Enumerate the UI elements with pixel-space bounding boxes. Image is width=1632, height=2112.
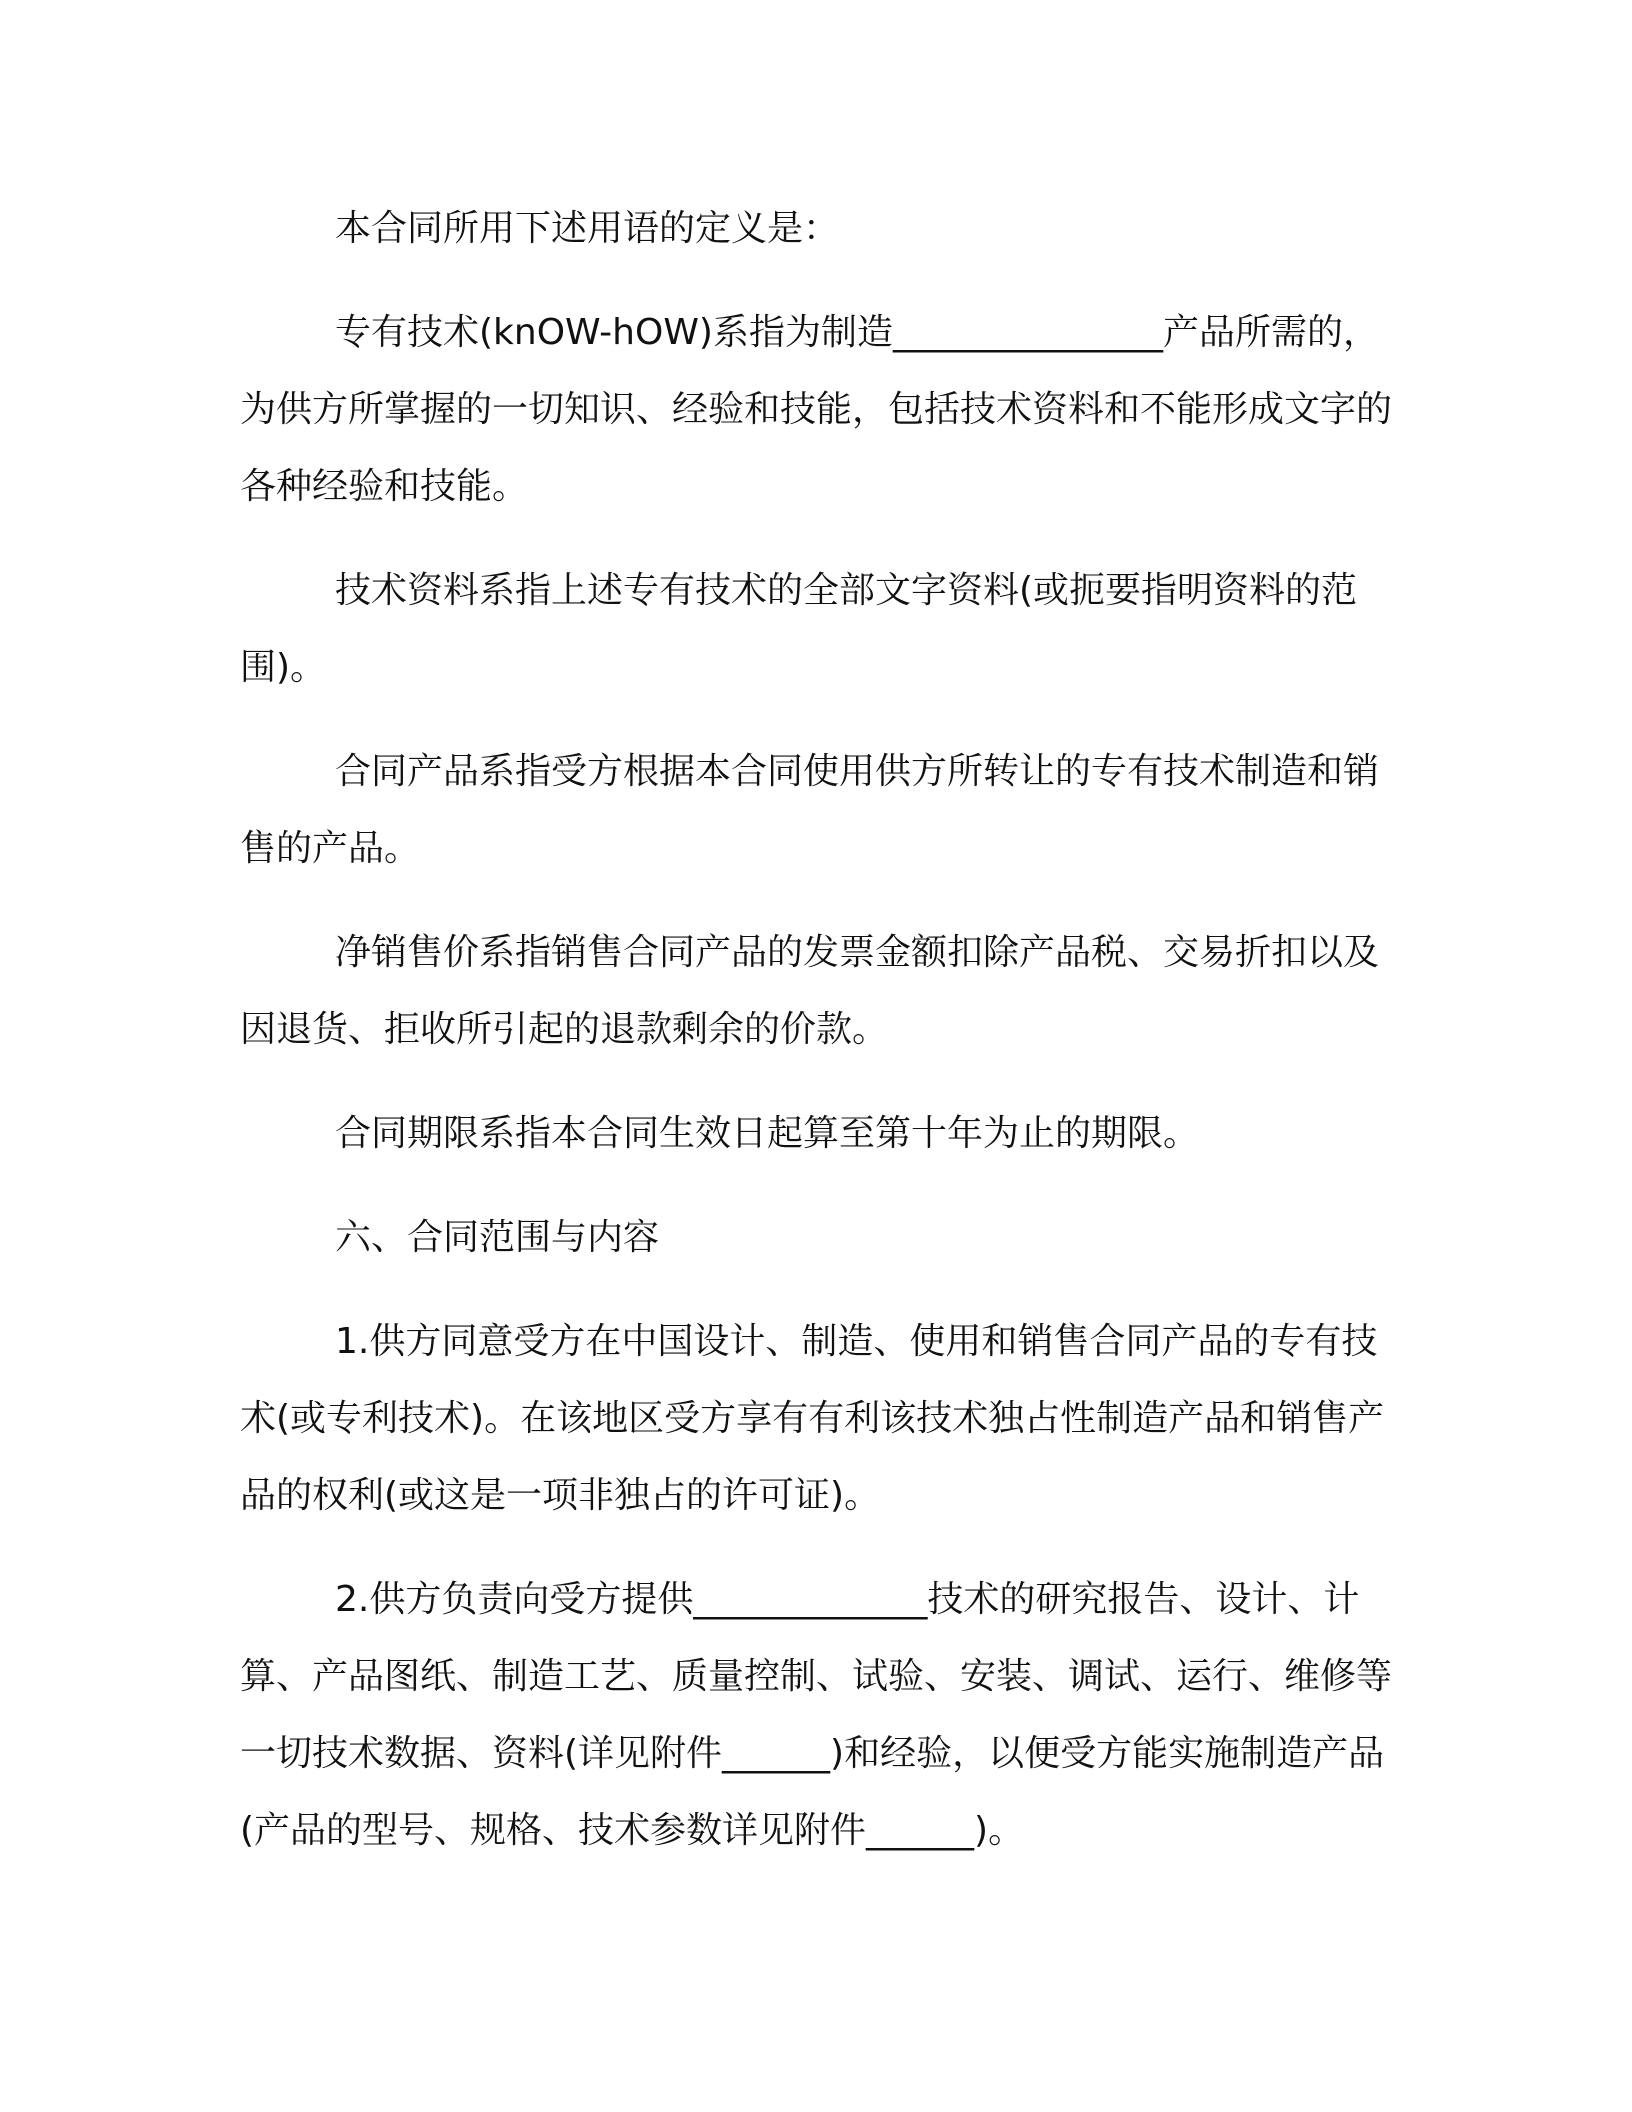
contract-term-definition: 合同期限系指本合同生效日起算至第十年为止的期限。 [335, 1113, 1200, 1154]
know-how-definition: 专有技术(knOW-hOW)系指为制造_______________产品所需的，为供方所掌握的一切知识、经验和技能，包括技术资料和不能形成文字的各种经验和技能。 [240, 312, 1393, 507]
clause-2: 2.供方负责向受方提供_____________技术的研究报告、设计、计算、产品图纸、制造工艺、质量控制、试验、安装、调试、运行、维修等一切技术数据、资料(详见附件______)和经验，以便受方能实施制造产品(产品的型号、规格、技术参数详见附件______)。 [240, 1579, 1393, 1851]
document-body [240, 190, 1400, 1869]
clause-1: 1.供方同意受方在中国设计、制造、使用和销售合同产品的专有技术(或专利技术)。在该地区受方享有有利该技术独占性制造产品和销售产品的权利(或这是一项非独占的许可证)。 [240, 1321, 1385, 1516]
definitions-intro: 本合同所用下述用语的定义是： [335, 208, 840, 249]
contract-product-definition: 合同产品系指受方根据本合同使用供方所转让的专有技术制造和销售的产品。 [240, 751, 1380, 869]
technical-data-definition: 技术资料系指上述专有技术的全部文字资料(或扼要指明资料的范围)。 [240, 570, 1358, 688]
section-heading-scope: 六、合同范围与内容 [335, 1217, 660, 1258]
net-sales-price-definition: 净销售价系指销售合同产品的发票金额扣除产品税、交易折扣以及因退货、拒收所引起的退款剩余的价款。 [240, 932, 1380, 1050]
